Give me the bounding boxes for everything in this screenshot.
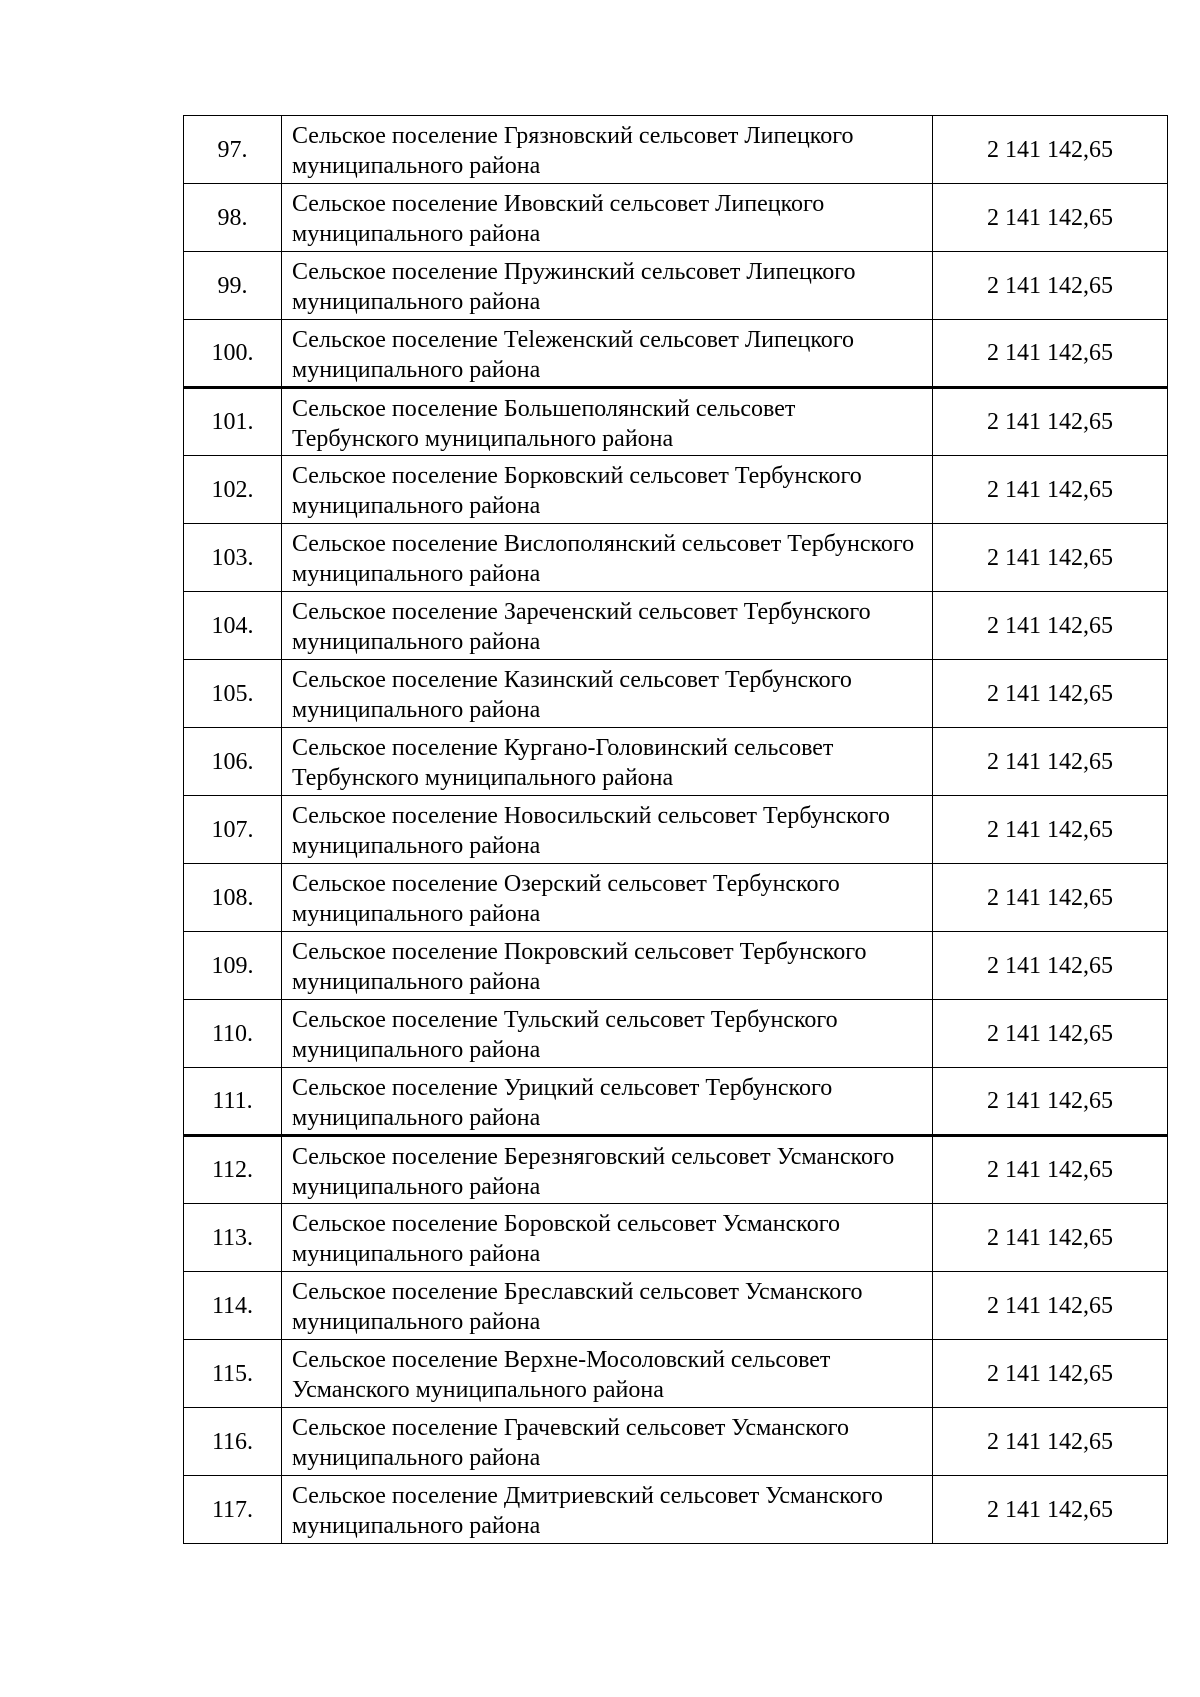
settlement-name: Сельское поселение Новосильский сельсовет Тербунского муниципального района: [282, 796, 933, 864]
table-row: [184, 184, 1168, 252]
allocation-table: [183, 115, 1168, 1544]
table-row: [184, 1068, 1168, 1136]
table-row: [184, 932, 1168, 1000]
row-number: 113.: [184, 1204, 282, 1272]
row-number: 105.: [184, 660, 282, 728]
amount: 2 141 142,65: [933, 320, 1168, 388]
settlement-name: Сельское поселение Грязновский сельсовет Липецкого муниципального района: [282, 116, 933, 184]
settlement-name: Сельское поселение Озерский сельсовет Тербунского муниципального района: [282, 864, 933, 932]
settlement-name: Сельское поселение Пружинский сельсовет Липецкого муниципального района: [282, 252, 933, 320]
table-row: [184, 456, 1168, 524]
table-row: [184, 252, 1168, 320]
table-row: [184, 796, 1168, 864]
table-row: [184, 1408, 1168, 1476]
row-number: 100.: [184, 320, 282, 388]
table-row: [184, 660, 1168, 728]
amount: 2 141 142,65: [933, 660, 1168, 728]
row-number: 106.: [184, 728, 282, 796]
table-row: [184, 524, 1168, 592]
amount: 2 141 142,65: [933, 456, 1168, 524]
table-row: [184, 1340, 1168, 1408]
amount: 2 141 142,65: [933, 116, 1168, 184]
table-row: [184, 1204, 1168, 1272]
amount: 2 141 142,65: [933, 796, 1168, 864]
amount: 2 141 142,65: [933, 1204, 1168, 1272]
amount: 2 141 142,65: [933, 1272, 1168, 1340]
row-number: 104.: [184, 592, 282, 660]
amount: 2 141 142,65: [933, 864, 1168, 932]
table-row: [184, 1000, 1168, 1068]
amount: 2 141 142,65: [933, 1068, 1168, 1136]
amount: 2 141 142,65: [933, 1476, 1168, 1544]
settlement-name: Сельское поселение Покровский сельсовет Тербунского муниципального района: [282, 932, 933, 1000]
row-number: 114.: [184, 1272, 282, 1340]
row-number: 102.: [184, 456, 282, 524]
settlement-name: Сельское поселение Борковский сельсовет Тербунского муниципального района: [282, 456, 933, 524]
table-row: [184, 1136, 1168, 1204]
amount: 2 141 142,65: [933, 524, 1168, 592]
row-number: 111.: [184, 1068, 282, 1136]
settlement-name: Сельское поселение Урицкий сельсовет Тербунского муниципального района: [282, 1068, 933, 1136]
row-number: 110.: [184, 1000, 282, 1068]
table-row: [184, 592, 1168, 660]
settlement-name: Сельское поселение Вислополянский сельсовет Тербунского муниципального района: [282, 524, 933, 592]
settlement-name: Сельское поселение Зареченский сельсовет Тербунского муниципального района: [282, 592, 933, 660]
settlement-name: Сельское поселение Верхне-Мосоловский сельсовет Усманского муниципального района: [282, 1340, 933, 1408]
row-number: 109.: [184, 932, 282, 1000]
row-number: 99.: [184, 252, 282, 320]
row-number: 107.: [184, 796, 282, 864]
row-number: 116.: [184, 1408, 282, 1476]
settlement-name: Сельское поселение Грачевский сельсовет Усманского муниципального района: [282, 1408, 933, 1476]
row-number: 108.: [184, 864, 282, 932]
settlement-name: Сельское поселение Бреславский сельсовет Усманского муниципального района: [282, 1272, 933, 1340]
amount: 2 141 142,65: [933, 932, 1168, 1000]
amount: 2 141 142,65: [933, 1000, 1168, 1068]
table-row: [184, 728, 1168, 796]
settlement-name: Сельское поселение Ивовский сельсовет Липецкого муниципального района: [282, 184, 933, 252]
row-number: 115.: [184, 1340, 282, 1408]
settlement-name: Сельское поселение Боровской сельсовет Усманского муниципального района: [282, 1204, 933, 1272]
settlement-name: Сельское поселение Большеполянский сельсовет Тербунского муниципального района: [282, 388, 933, 456]
table-body: [184, 116, 1168, 1544]
amount: 2 141 142,65: [933, 252, 1168, 320]
settlement-name: Сельское поселение Тульский сельсовет Тербунского муниципального района: [282, 1000, 933, 1068]
row-number: 103.: [184, 524, 282, 592]
table-row: [184, 1476, 1168, 1544]
table-row: [184, 864, 1168, 932]
table-row: [184, 116, 1168, 184]
settlement-name: Сельское поселение Теleженский сельсовет Липецкого муниципального района: [282, 320, 933, 388]
row-number: 117.: [184, 1476, 282, 1544]
row-number: 97.: [184, 116, 282, 184]
amount: 2 141 142,65: [933, 184, 1168, 252]
table-row: [184, 1272, 1168, 1340]
settlement-name: Сельское поселение Березняговский сельсовет Усманского муниципального района: [282, 1136, 933, 1204]
amount: 2 141 142,65: [933, 1408, 1168, 1476]
row-number: 101.: [184, 388, 282, 456]
amount: 2 141 142,65: [933, 592, 1168, 660]
amount: 2 141 142,65: [933, 728, 1168, 796]
table-row: [184, 320, 1168, 388]
amount: 2 141 142,65: [933, 1340, 1168, 1408]
table-row: [184, 388, 1168, 456]
settlement-name: Сельское поселение Казинский сельсовет Тербунского муниципального района: [282, 660, 933, 728]
settlement-name: Сельское поселение Дмитриевский сельсовет Усманского муниципального района: [282, 1476, 933, 1544]
settlement-name: Сельское поселение Кургано-Головинский сельсовет Тербунского муниципального района: [282, 728, 933, 796]
row-number: 98.: [184, 184, 282, 252]
amount: 2 141 142,65: [933, 388, 1168, 456]
row-number: 112.: [184, 1136, 282, 1204]
amount: 2 141 142,65: [933, 1136, 1168, 1204]
